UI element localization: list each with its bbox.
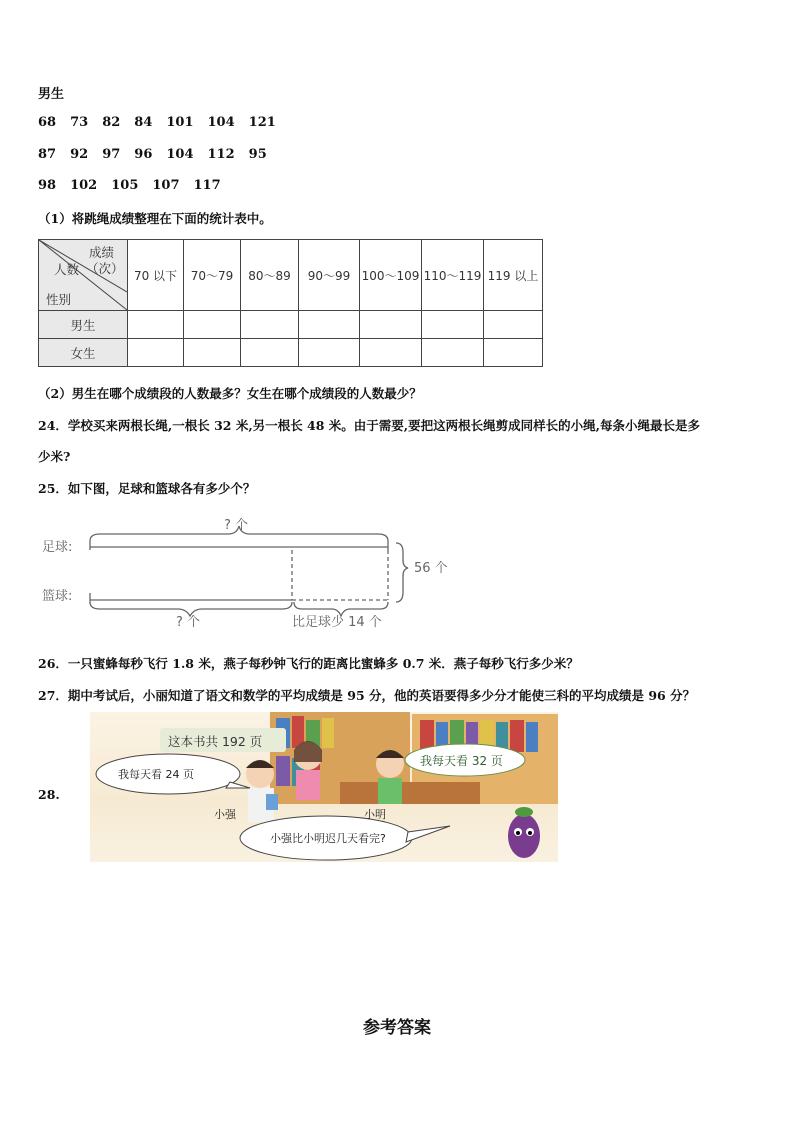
column-header: 110～119 — [422, 240, 484, 311]
boys-scores-row-1 — [38, 115, 290, 130]
book-pages-label: 这本书共 192 页 — [168, 734, 263, 749]
table-cell[interactable] — [360, 339, 422, 367]
table-cell[interactable] — [484, 311, 543, 339]
right-speech-bubble: 我每天看 32 页 — [420, 754, 503, 768]
question-23-part-1: （1）将跳绳成绩整理在下面的统计表中。 — [38, 211, 272, 226]
score: 101 — [166, 115, 194, 130]
diagram-total-label: 56 个 — [414, 561, 448, 576]
score: 121 — [248, 115, 276, 130]
score: 87 — [38, 147, 57, 162]
score: 104 — [207, 115, 235, 130]
column-header: 70 以下 — [128, 240, 184, 311]
table-cell[interactable] — [484, 339, 543, 367]
question-26: 26．一只蜜蜂每秒飞行 1.8 米，燕子每秒钟飞行的距离比蜜蜂多 0.7 米．燕子每秒飞行多少米？ — [38, 656, 579, 671]
question-speech-bubble: 小强比小明迟几天看完? — [270, 832, 386, 845]
score: 117 — [193, 178, 221, 193]
boys-label: 男生 — [38, 87, 65, 102]
column-header: 119 以上 — [484, 240, 543, 311]
diagram-basketball-label: 篮球: — [42, 589, 73, 604]
question-27: 27．期中考试后，小丽知道了语文和数学的平均成绩是 95 分，他的英语要得多少分才能使三科的平均成绩是 96 分？ — [38, 688, 696, 703]
corner-label-times: （次） — [86, 261, 124, 276]
score: 104 — [166, 147, 194, 162]
score: 102 — [70, 178, 98, 193]
score: 97 — [102, 147, 121, 162]
row-header-girls: 女生 — [39, 339, 128, 367]
question-24: 24．学校买来两根长绳,一根长 32 米,另一根长 48 米。由于需要,要把这两根长绳剪成同样长的小绳,每条小绳最长是多 — [38, 418, 701, 433]
score: 98 — [38, 178, 57, 193]
score: 107 — [152, 178, 180, 193]
score: 112 — [207, 147, 235, 162]
ball-diagram — [38, 512, 468, 634]
corner-label-gender: 性别 — [46, 292, 72, 307]
score: 92 — [70, 147, 89, 162]
table-cell[interactable] — [299, 311, 360, 339]
table-corner-header — [39, 240, 128, 311]
diagram-football-label: 足球: — [42, 540, 73, 555]
left-speech-bubble: 我每天看 24 页 — [118, 768, 194, 781]
name-label-xiaoqiang: 小强 — [214, 808, 236, 821]
diagram-top-label: ? 个 — [224, 518, 249, 533]
score: 105 — [111, 178, 139, 193]
question-23-part-2: （2）男生在哪个成绩段的人数最多？女生在哪个成绩段的人数最少？ — [38, 386, 422, 401]
column-header: 70～79 — [184, 240, 241, 311]
row-header-boys: 男生 — [39, 311, 128, 339]
answer-heading: 参考答案 — [363, 1018, 431, 1038]
score-table — [38, 239, 543, 367]
corner-label-score: 成绩 — [89, 245, 115, 260]
reading-illustration — [90, 712, 558, 862]
column-header: 90～99 — [299, 240, 360, 311]
table-cell[interactable] — [422, 339, 484, 367]
score: 68 — [38, 115, 57, 130]
column-header: 80～89 — [241, 240, 299, 311]
table-cell[interactable] — [241, 339, 299, 367]
table-cell[interactable] — [241, 311, 299, 339]
score: 82 — [102, 115, 121, 130]
diagram-bottom-left-label: ? 个 — [176, 615, 201, 630]
boys-scores-row-2 — [38, 147, 281, 162]
question-25: 25．如下图，足球和篮球各有多少个？ — [38, 481, 256, 496]
question-24-continued: 少米? — [38, 449, 71, 464]
score: 95 — [248, 147, 267, 162]
column-header: 100～109 — [360, 240, 422, 311]
table-cell[interactable] — [184, 339, 241, 367]
corner-label-count: 人数 — [54, 262, 80, 277]
table-cell[interactable] — [128, 339, 184, 367]
table-cell[interactable] — [422, 311, 484, 339]
boys-scores-row-3 — [38, 178, 235, 193]
table-cell[interactable] — [360, 311, 422, 339]
diagram-bottom-right-label: 比足球少 14 个 — [292, 615, 382, 630]
score: 73 — [70, 115, 89, 130]
table-cell[interactable] — [184, 311, 241, 339]
name-label-xiaoming: 小明 — [364, 808, 386, 821]
table-cell[interactable] — [299, 339, 360, 367]
score: 96 — [134, 147, 153, 162]
question-28-number: 28. — [38, 787, 60, 802]
table-cell[interactable] — [128, 311, 184, 339]
score: 84 — [134, 115, 153, 130]
